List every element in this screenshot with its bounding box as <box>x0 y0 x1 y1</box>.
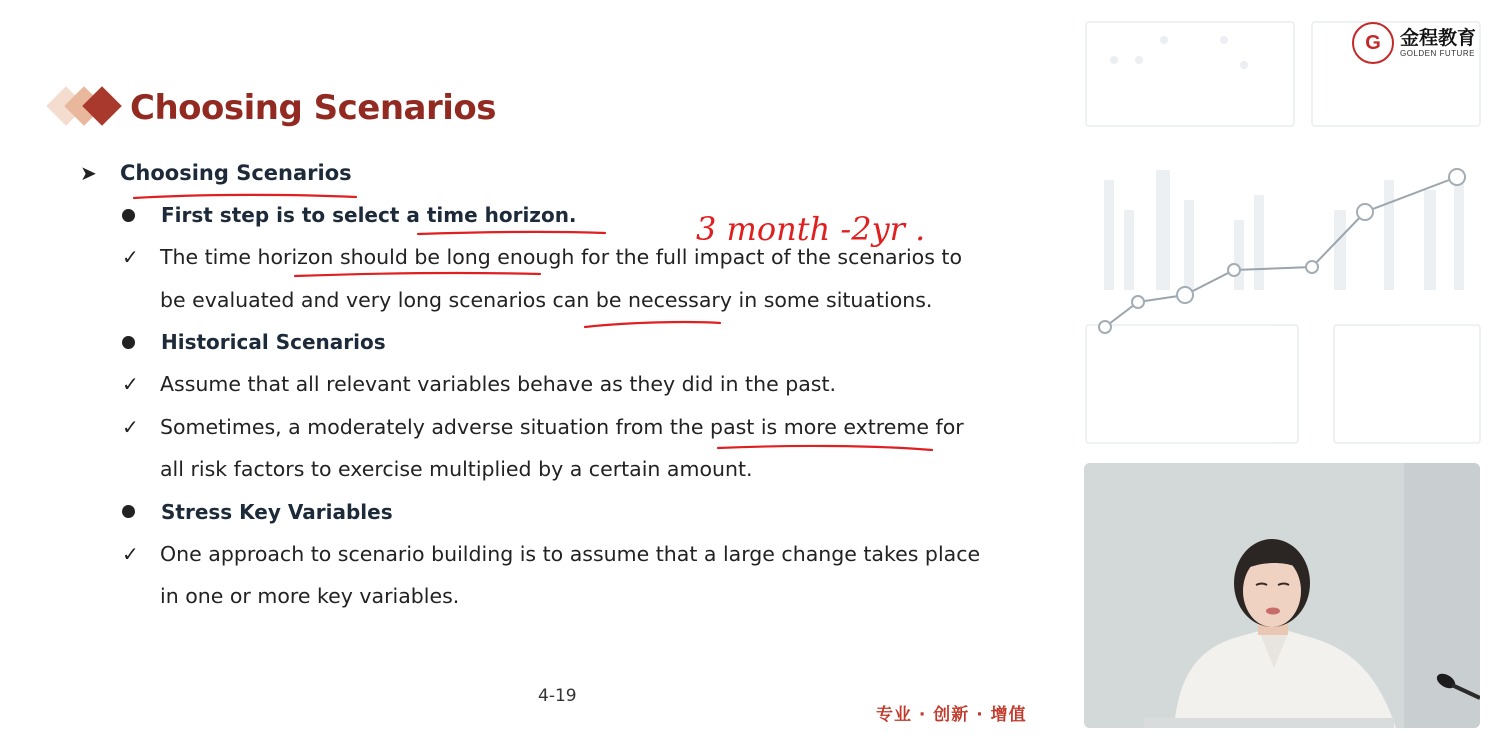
check-item: ✓ Sometimes, a moderately adverse situation from the past is more extreme for all risk factors to exercise multiplied by a certain amount. <box>80 406 1000 491</box>
checkmark-icon: ✓ <box>122 414 139 439</box>
slide-content <box>80 152 1000 618</box>
title-row <box>44 80 496 136</box>
checkmark-icon: ✓ <box>122 245 139 269</box>
bullet-item: Historical Scenarios <box>80 321 1000 363</box>
instructor-silhouette-icon <box>1084 463 1480 728</box>
check-item: ✓ Assume that all relevant variables behave as they did in the past. <box>80 363 1000 406</box>
logo-english: GOLDEN FUTURE <box>1400 48 1475 58</box>
checkmark-icon: ✓ <box>122 541 139 566</box>
slogan: 专业 · 创新 · 增值 <box>876 705 1027 725</box>
logo-chinese: 金程教育 <box>1400 26 1477 49</box>
instructor-webcam-video <box>1084 463 1480 728</box>
bullet-dot-icon <box>122 209 135 222</box>
bullet-item: First step is to select a time horizon. <box>80 194 1000 236</box>
bullet-item: Stress Key Variables <box>80 491 1000 533</box>
checkmark-icon: ✓ <box>122 372 139 396</box>
bullet-dot-icon <box>122 336 135 349</box>
arrow-bullet-icon: ➤ <box>80 161 97 185</box>
brand-logo <box>1352 22 1476 64</box>
section-heading: ➤ Choosing Scenarios <box>80 161 352 185</box>
slide-title: Choosing Scenarios <box>130 88 497 128</box>
check-item: ✓ The time horizon should be long enough for the full impact of the scenarios to be evaluated and very long scenarios can be necessary in some situations. <box>80 236 1000 321</box>
bullet-dot-icon <box>122 505 135 518</box>
handwritten-note: 3 month -2yr . <box>696 210 926 248</box>
decorative-chart-graphic <box>1084 20 1484 450</box>
golden-future-seal-icon: G <box>1352 22 1394 64</box>
check-item: ✓ One approach to scenario building is to assume that a large change takes place in one or more key variables. <box>80 533 1000 618</box>
page-number: 4-19 <box>538 686 577 706</box>
diamond-logo-icon <box>44 80 128 136</box>
